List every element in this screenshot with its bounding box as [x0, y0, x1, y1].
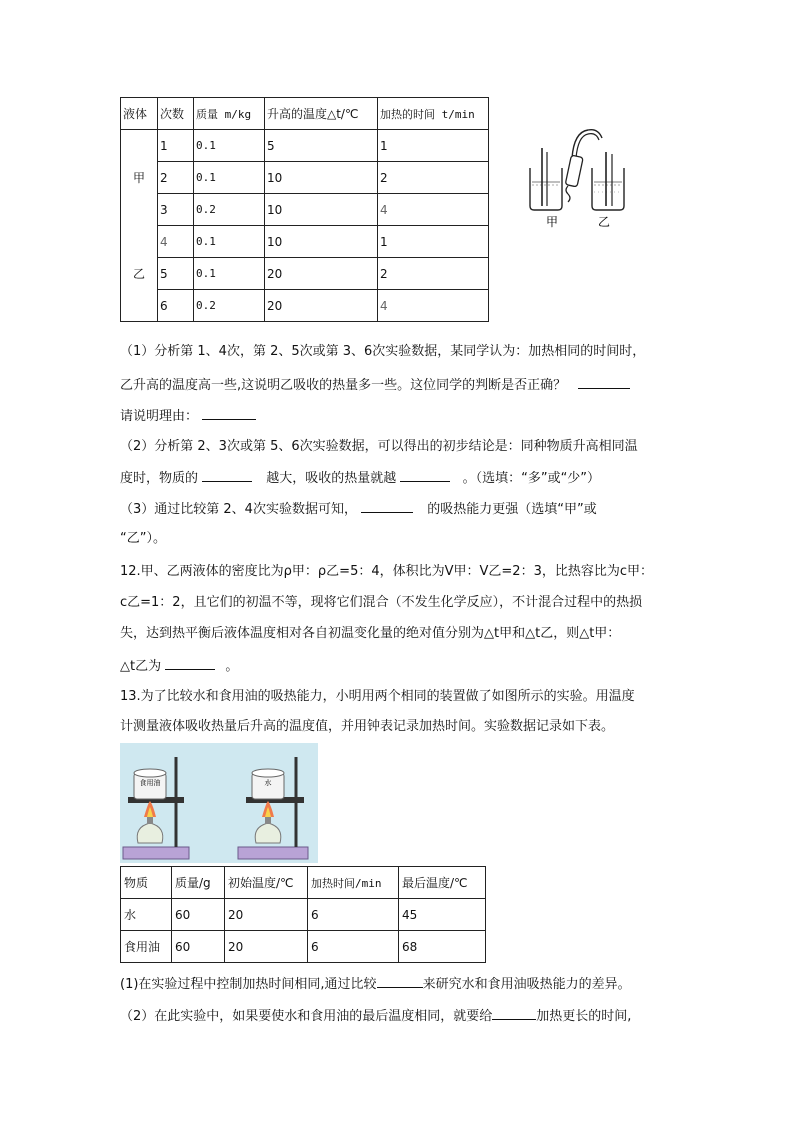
q12-line4-text: △t乙为	[120, 659, 162, 674]
table-cell: 6	[308, 899, 399, 931]
group-label-yi: 乙	[121, 226, 158, 322]
q12-line4	[120, 655, 238, 677]
table-cell: 10	[265, 162, 378, 194]
q13-part1	[120, 973, 631, 995]
q11-part1-line2	[120, 374, 630, 396]
table-cell: 4	[378, 194, 489, 226]
table-cell: 60	[172, 899, 225, 931]
header-cell: 加热的时间 t/min	[378, 98, 489, 130]
table-row	[121, 931, 486, 963]
table-row	[121, 258, 489, 290]
table-cell: 0.1	[194, 226, 265, 258]
table-cell: 0.2	[194, 194, 265, 226]
liquid-heating-table	[120, 97, 489, 322]
q13-part2-text-b: 加热更长的时间,	[536, 1009, 632, 1024]
electric-heater-icon	[565, 130, 602, 202]
header-cell: 升高的温度△t/℃	[265, 98, 378, 130]
table-cell: 2	[378, 162, 489, 194]
table-cell: 0.1	[194, 130, 265, 162]
q12-line1: 12.甲、乙两液体的密度比为ρ甲：ρ乙=5：4，体积比为V甲：V乙=2：3，比热容比为c甲：	[120, 564, 653, 579]
table-cell: 45	[399, 899, 486, 931]
table-cell: 6	[158, 290, 194, 322]
table-cell: 0.1	[194, 162, 265, 194]
header-cell: 次数	[158, 98, 194, 130]
table-cell: 20	[225, 899, 308, 931]
table-row	[121, 194, 489, 226]
table-cell: 20	[265, 290, 378, 322]
table-cell: 20	[265, 258, 378, 290]
q13-line2: 计测量液体吸收热量后升高的温度值，并用钟表记录加热时间。实验数据记录如下表。	[120, 719, 615, 734]
answer-blank[interactable]	[202, 405, 256, 420]
group-label-jia: 甲	[121, 130, 158, 226]
answer-blank[interactable]	[400, 467, 450, 482]
answer-blank[interactable]	[492, 1005, 536, 1020]
header-cell: 液体	[121, 98, 158, 130]
header-cell: 加热时间/min	[308, 867, 399, 899]
table-cell: 0.2	[194, 290, 265, 322]
table-row	[121, 290, 489, 322]
beaker-yi-icon	[592, 152, 624, 210]
table-cell: 10	[265, 226, 378, 258]
header-cell: 物质	[121, 867, 172, 899]
q11-part2-text-a: 度时，物质的	[120, 471, 199, 486]
answer-blank[interactable]	[202, 467, 252, 482]
table-cell: 10	[265, 194, 378, 226]
table-row	[121, 130, 489, 162]
table-cell: 5	[158, 258, 194, 290]
table-row	[121, 226, 489, 258]
q11-part3-line1	[120, 498, 597, 520]
oil-beaker-label: 食用油	[139, 779, 161, 787]
answer-blank[interactable]	[165, 655, 215, 670]
header-cell: 质量 m/kg	[194, 98, 265, 130]
table-row	[121, 162, 489, 194]
table-cell: 1	[158, 130, 194, 162]
q11-part2-line1: （2）分析第 2、3次或第 5、6次实验数据，可以得出的初步结论是：同种物质升高相同温	[120, 439, 638, 454]
header-cell: 最后温度/℃	[399, 867, 486, 899]
table-cell: 4	[378, 290, 489, 322]
water-beaker-label: 水	[264, 779, 272, 787]
q11-part1-line3-text: 请说明理由：	[120, 409, 199, 424]
figure-label-jia: 甲	[545, 215, 559, 229]
answer-blank[interactable]	[361, 498, 413, 513]
q11-part3-text-a: （3）通过比较第 2、4次实验数据可知，	[120, 502, 357, 517]
table-header-row	[121, 867, 486, 899]
header-cell: 初始温度/℃	[225, 867, 308, 899]
q11-part2-line2	[120, 467, 600, 489]
table-cell: 2	[158, 162, 194, 194]
q11-part1-line1: （1）分析第 1、4次，第 2、5次或第 3、6次实验数据，某同学认为：加热相同的时间时，	[120, 344, 646, 359]
table-cell: 5	[265, 130, 378, 162]
q11-part2-text-c: 。（选填：“多”或“少”）	[462, 471, 601, 486]
q11-part2-text-b: 越大，吸收的热量就越	[266, 471, 397, 486]
q11-part1-line2-text: 乙升高的温度高一些,这说明乙吸收的热量多一些。这位同学的判断是否正确？	[120, 378, 567, 393]
table-cell: 1	[378, 130, 489, 162]
answer-blank[interactable]	[377, 973, 423, 988]
q13-part1-text-b: 来研究水和食用油吸热能力的差异。	[422, 977, 631, 992]
q13-part1-text-a: (1)在实验过程中控制加热时间相同,通过比较	[120, 977, 377, 992]
q11-part3-text-b: 的吸热能力更强（选填“甲”或	[427, 502, 597, 517]
q13-part2	[120, 1005, 631, 1027]
table-row	[121, 899, 486, 931]
q11-part1-line3	[120, 405, 256, 427]
beaker-heater-figure	[522, 122, 640, 232]
table-cell: 68	[399, 931, 486, 963]
q12-line4-end: 。	[225, 659, 239, 674]
table-cell: 0.1	[194, 258, 265, 290]
q13-part2-text-a: （2）在此实验中，如果要使水和食用油的最后温度相同，就要给	[120, 1009, 493, 1024]
q13-line1: 13.为了比较水和食用油的吸热能力，小明用两个相同的装置做了如图所示的实验。用温度	[120, 689, 635, 704]
table-cell: 3	[158, 194, 194, 226]
table-cell: 60	[172, 931, 225, 963]
figure-label-yi: 乙	[597, 215, 611, 229]
table-cell: 1	[378, 226, 489, 258]
q12-line3: 失，达到热平衡后液体温度相对各自初温变化量的绝对值分别为△t甲和△t乙，则△t甲：	[120, 626, 621, 641]
q11-part3-line2: “乙”）。	[120, 531, 166, 546]
table-cell: 食用油	[121, 931, 172, 963]
table-cell: 2	[378, 258, 489, 290]
table-cell: 6	[308, 931, 399, 963]
q12-line2: c乙=1：2，且它们的初温不等，现将它们混合（不发生化学反应），不计混合过程中的热损	[120, 595, 643, 610]
table-cell: 水	[121, 899, 172, 931]
table-header-row	[121, 98, 489, 130]
water-oil-table	[120, 866, 486, 963]
alcohol-lamp-figure	[120, 743, 318, 863]
table-cell: 4	[158, 226, 194, 258]
beaker-jia-icon	[530, 148, 562, 210]
answer-blank[interactable]	[578, 374, 630, 389]
table-cell: 20	[225, 931, 308, 963]
header-cell: 质量/g	[172, 867, 225, 899]
